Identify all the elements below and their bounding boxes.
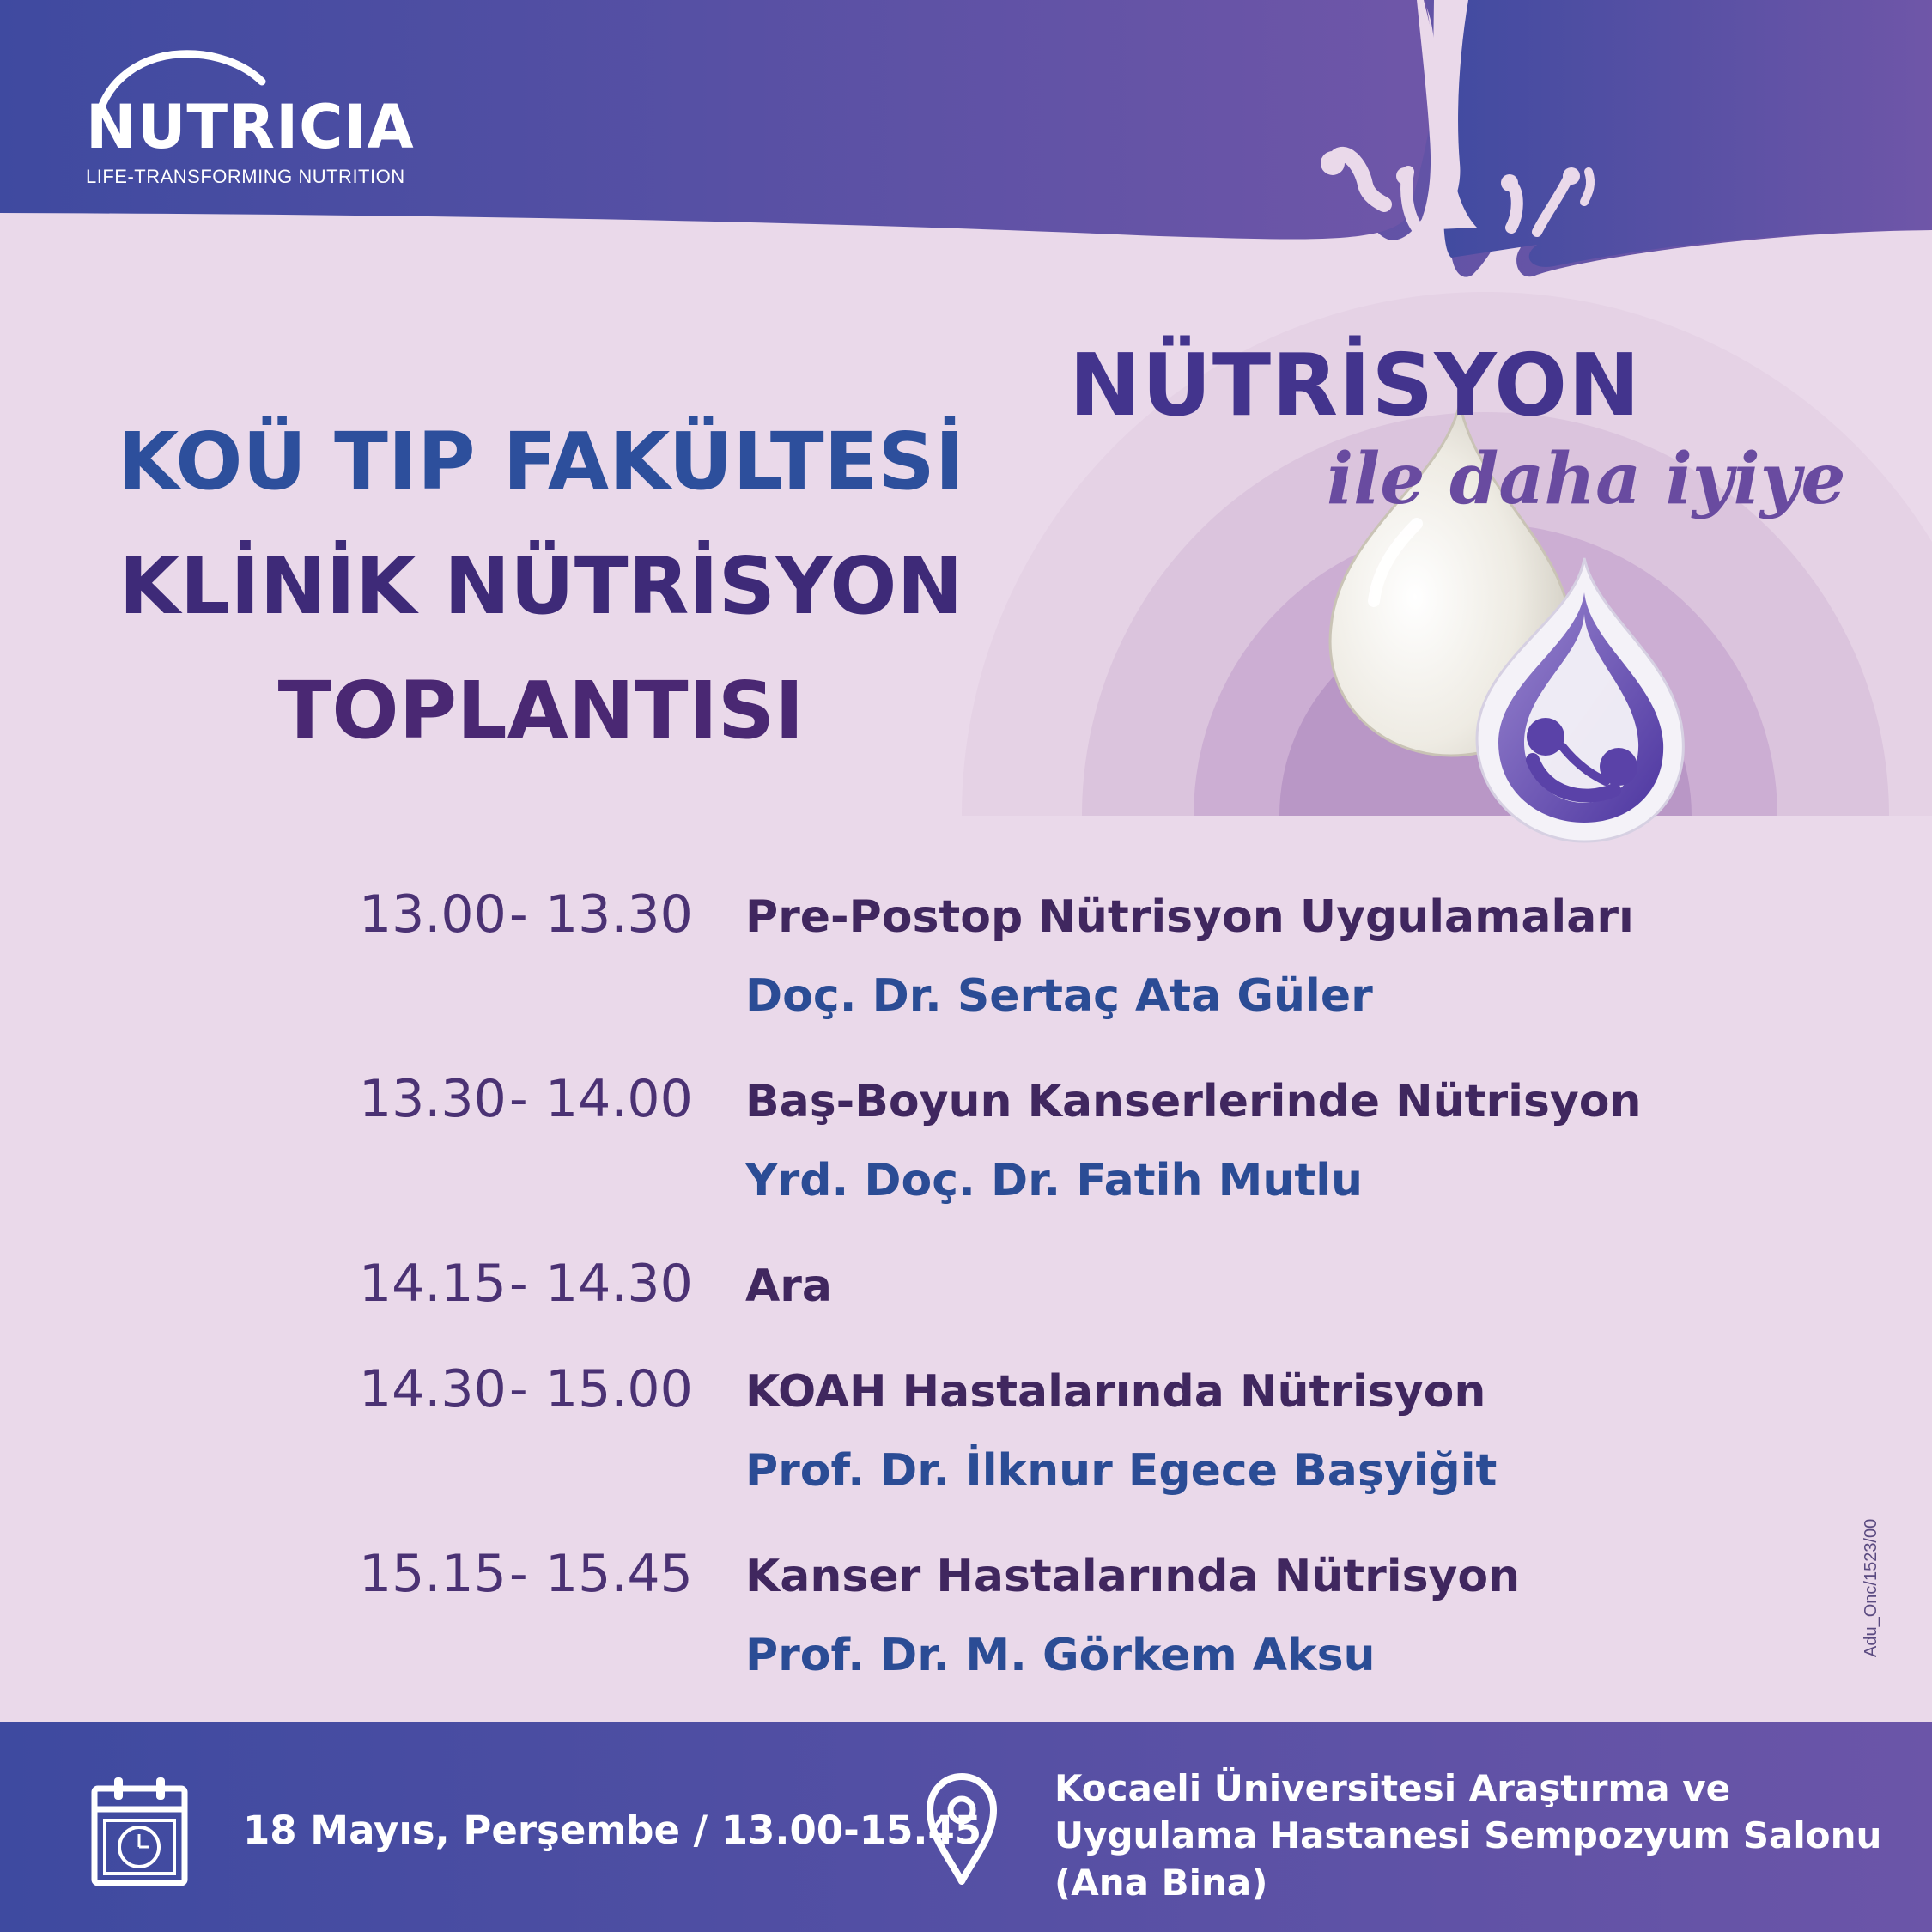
brand-tagline: LIFE-TRANSFORMING NUTRITION bbox=[86, 166, 405, 187]
time-end: 15.45 bbox=[545, 1544, 693, 1604]
title-line-2: KLİNİK NÜTRİSYON bbox=[118, 540, 963, 632]
agenda-speaker: Prof. Dr. İlknur Egece Başyiğit bbox=[745, 1445, 1498, 1497]
agenda-topic: KOAH Hastalarında Nütrisyon bbox=[745, 1366, 1486, 1418]
time-end: 14.00 bbox=[545, 1069, 693, 1129]
time-separator: - bbox=[509, 884, 528, 945]
time-start: 14.30 bbox=[359, 1359, 507, 1419]
time-separator: - bbox=[509, 1359, 528, 1419]
title-line-1: KOÜ TIP FAKÜLTESİ bbox=[118, 416, 964, 507]
logo-arc-icon bbox=[86, 47, 309, 142]
footer-bar bbox=[0, 1722, 1932, 1932]
brand-name: NUTRICIA bbox=[86, 92, 415, 162]
slogan-main: NÜTRİSYON bbox=[1069, 335, 1641, 435]
time-start: 14.15 bbox=[359, 1254, 507, 1314]
time-separator: - bbox=[509, 1254, 528, 1314]
event-location bbox=[1054, 1765, 1881, 1906]
event-date: 18 Mayıs, Perşembe / 13.00-15.45 bbox=[243, 1807, 982, 1853]
location-line-1: Kocaeli Üniversitesi Araştırma ve bbox=[1054, 1767, 1731, 1809]
time-end: 14.30 bbox=[545, 1254, 693, 1314]
document-code: Adu_Onc/1523/00 bbox=[1862, 1518, 1880, 1657]
agenda-topic: Pre-Postop Nütrisyon Uygulamaları bbox=[745, 891, 1634, 943]
map-pin-icon bbox=[923, 1771, 1000, 1887]
title-line-3: TOPLANTISI bbox=[277, 665, 805, 756]
agenda-topic: Baş-Boyun Kanserlerinde Nütrisyon bbox=[745, 1076, 1642, 1127]
agenda-topic: Kanser Hastalarında Nütrisyon bbox=[745, 1551, 1521, 1602]
slogan-script: ile daha iyiye bbox=[1327, 438, 1846, 520]
agenda-topic: Ara bbox=[745, 1261, 832, 1312]
time-separator: - bbox=[509, 1544, 528, 1604]
location-line-2: Uygulama Hastanesi Sempozyum Salonu bbox=[1054, 1814, 1882, 1856]
event-title bbox=[69, 399, 1013, 773]
time-start: 13.30 bbox=[359, 1069, 507, 1129]
agenda-speaker: Yrd. Doç. Dr. Fatih Mutlu bbox=[745, 1155, 1364, 1206]
calendar-clock-icon bbox=[90, 1773, 189, 1889]
nutricia-logo bbox=[86, 47, 415, 188]
time-start: 13.00 bbox=[359, 884, 507, 945]
time-end: 15.00 bbox=[545, 1359, 693, 1419]
agenda-speaker: Prof. Dr. M. Görkem Aksu bbox=[745, 1630, 1376, 1681]
time-start: 15.15 bbox=[359, 1544, 507, 1604]
time-separator: - bbox=[509, 1069, 528, 1129]
location-line-3: (Ana Bina) bbox=[1054, 1862, 1268, 1904]
time-end: 13.30 bbox=[545, 884, 693, 945]
agenda-speaker: Doç. Dr. Sertaç Ata Güler bbox=[745, 970, 1373, 1022]
